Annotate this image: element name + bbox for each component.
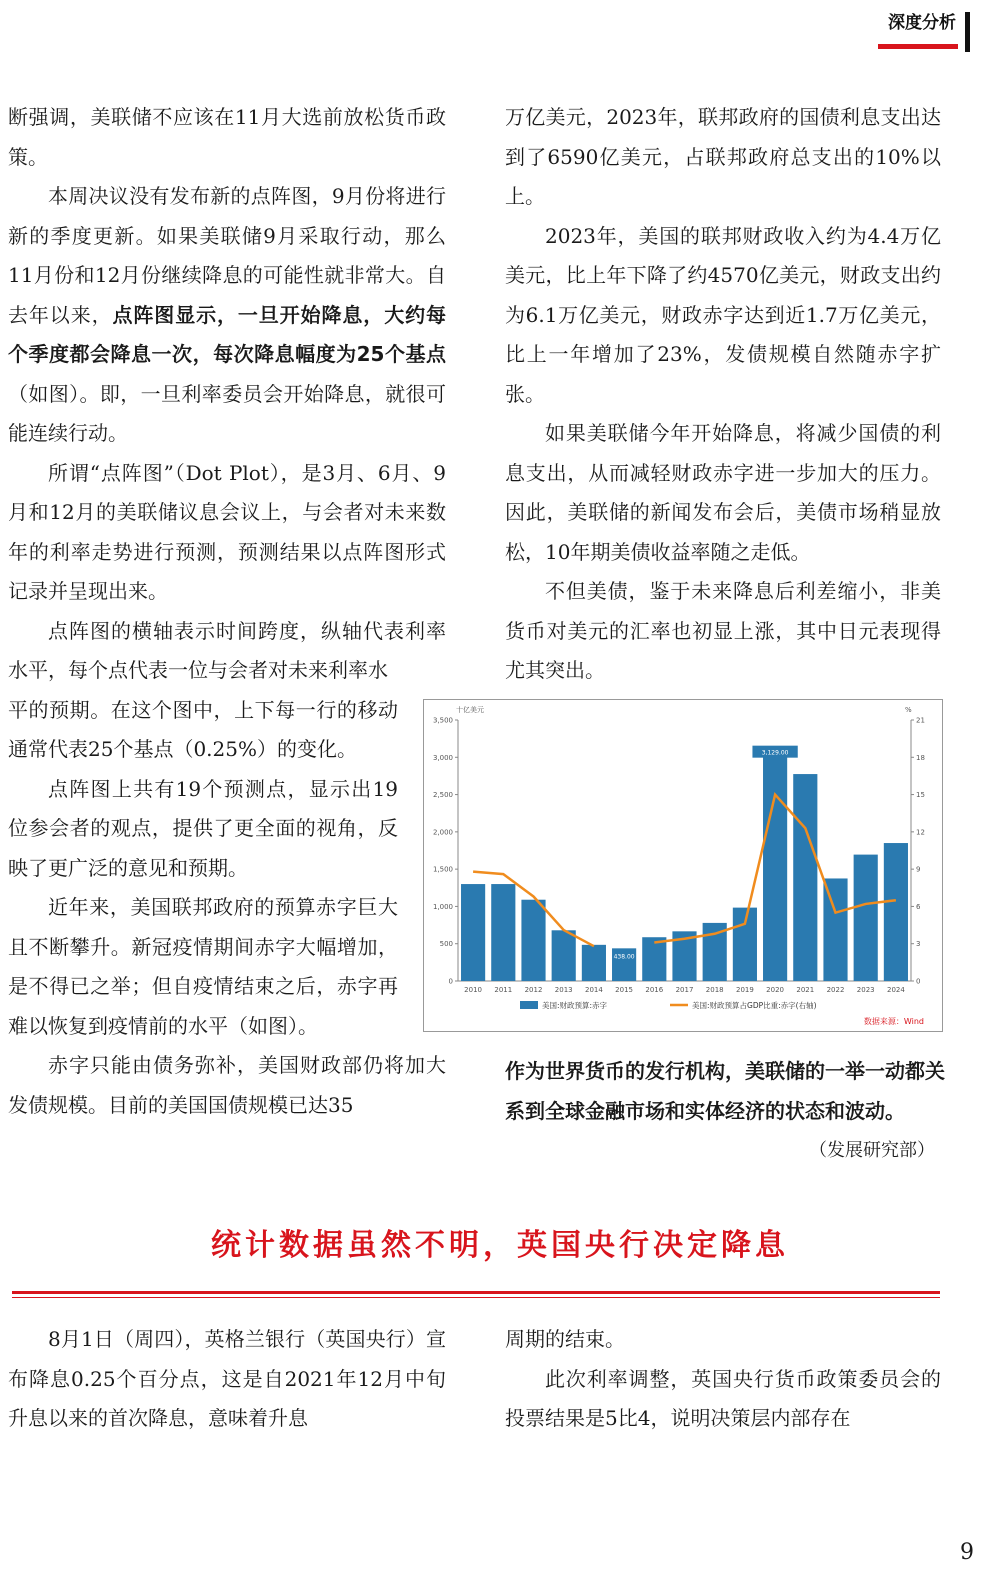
x-tick-label: 2015 [615, 986, 634, 994]
left-column [8, 98, 446, 1125]
left-tick-label: 500 [439, 940, 453, 949]
chart-source: 数据来源：Wind [863, 1017, 924, 1026]
x-tick-label: 2024 [886, 986, 905, 994]
x-tick-label: 2021 [796, 986, 815, 994]
legend-label-line: 美国:财政预算占GDP比重:赤字(右轴) [692, 1001, 817, 1010]
x-tick-label: 2013 [554, 986, 573, 994]
paragraph: 断强调，美联储不应该在11月大选前放松货币政策。 [8, 105, 446, 169]
x-tick-label: 2023 [856, 986, 875, 994]
section-label: 深度分析 [888, 13, 956, 33]
paragraph: 2023年，美国的联邦财政收入约为4.4万亿美元，比上年下降了约4570亿美元，财政支出约为6.1万亿美元，财政赤字达到近1.7万亿美元，比上一年增加了23%，发债规模自然随赤字扩张。 [505, 223, 941, 406]
closing-text: 作为世界货币的发行机构，美联储的一举一动都关系到全球金融市场和实体经济的状态和波动。 [505, 1059, 945, 1123]
right-tick-label: 12 [916, 828, 925, 837]
right-tick-label: 0 [916, 977, 921, 986]
paragraph: 赤字只能由债务弥补，美国财政部仍将加大发债规模。目前的美国国债规模已达35 [8, 1053, 446, 1117]
paragraph: 此次利率调整，英国央行货币政策委员会的投票结果是5比4，说明决策层内部存在 [505, 1366, 941, 1430]
section-title: 统计数据虽然不明，英国央行决定降息 [211, 1228, 789, 1263]
chart-svg [424, 700, 942, 1031]
paragraph: 如果美联储今年开始降息，将减少国债的利息支出，从而减轻财政赤字进一步加大的压力。因此，美联储的新闻发布会后，美债市场稍显放松，10年期美债收益率随之走低。 [505, 421, 941, 564]
text-run: 本周决议没有发布新的点阵图，9月份将进行新的季度更新。如果美联储9月采取行动，那么11月份和12月份继续降息的可能性就非常大。自去年以来， [8, 184, 446, 327]
left-tick-label: 3,500 [432, 716, 453, 725]
x-tick-label: 2011 [494, 986, 513, 994]
bar-2024 [884, 843, 908, 981]
x-tick-label: 2022 [826, 986, 845, 994]
bar-2011 [491, 884, 515, 981]
paragraph-continuation: 平的预期。在这个图中，上下每一行的移动通常代表25个基点（0.25%）的变化。 [8, 697, 398, 761]
legend-label-bar: 美国:财政预算:赤字 [542, 1001, 608, 1010]
bar-2012 [521, 900, 545, 981]
x-tick-label: 2010 [464, 986, 483, 994]
header-red-underline [878, 44, 958, 49]
department-credit: （发展研究部） [809, 1140, 935, 1161]
bar-2020 [763, 748, 787, 981]
right-tick-label: 15 [916, 791, 925, 800]
bar-2010 [461, 884, 485, 981]
bar-2022 [823, 878, 847, 981]
bar-2013 [552, 930, 576, 981]
paragraph [8, 177, 446, 454]
x-tick-label: 2018 [705, 986, 724, 994]
closing-paragraph [505, 1052, 945, 1171]
bar-2014 [582, 945, 606, 981]
bar-2016 [642, 937, 666, 981]
paragraph: 万亿美元，2023年，联邦政府的国债利息支出达到了6590亿美元，占联邦政府总支出的10%以上。 [505, 105, 941, 208]
x-tick-label: 2012 [524, 986, 543, 994]
x-tick-label: 2017 [675, 986, 694, 994]
right-tick-label: 18 [916, 753, 925, 762]
right-tick-label: 9 [916, 865, 921, 874]
left-axis-unit: 十亿美元 [456, 706, 484, 714]
section2-left-column [8, 1320, 446, 1439]
paragraph: 周期的结束。 [505, 1327, 625, 1351]
text-run: 点阵图的横轴表示时间跨度，纵轴代表利率水平，每个点代表一位与会者对未来利率水 [8, 618, 446, 682]
section-rule-thin [12, 1297, 940, 1298]
left-tick-label: 1,500 [432, 865, 453, 874]
left-tick-label: 2,500 [432, 791, 453, 800]
bar-2023 [854, 855, 878, 981]
left-tick-label: 0 [448, 977, 453, 986]
paragraph: 近年来，美国联邦政府的预算赤字巨大且不断攀升。新冠疫情期间赤字大幅增加，是不得已之举；但自疫情结束之后，赤字再难以恢复到疫情前的水平（如图）。 [8, 895, 398, 1038]
right-tick-label: 21 [916, 716, 925, 725]
paragraph: 8月1日（周四），英格兰银行（英国央行）宣布降息0.25个百分点，这是自2021年12月中旬升息以来的首次降息，意味着升息 [8, 1327, 446, 1430]
bar-2021 [793, 774, 817, 981]
bold-text: 点阵图显示，一旦开始降息，大约每个季度都会降息一次，每次降息幅度为25个基点 [8, 302, 446, 366]
header-bar [965, 12, 970, 52]
right-tick-label: 3 [916, 940, 921, 949]
paragraph: 不但美债，鉴于未来降息后利差缩小，非美货币对美元的汇率也初显上涨，其中日元表现得尤其突出。 [505, 579, 941, 682]
x-tick-label: 2016 [645, 986, 664, 994]
text-run: （如图）。即，一旦利率委员会开始降息，就很可能连续行动。 [8, 381, 446, 445]
paragraph: 所谓“点阵图”（Dot Plot），是3月、6月、9月和12月的美联储议息会议上，与会者对未来数年的利率走势进行预测，预测结果以点阵图形式记录并呈现出来。 [8, 460, 446, 603]
x-tick-label: 2019 [735, 986, 754, 994]
x-tick-label: 2020 [766, 986, 785, 994]
left-tick-label: 2,000 [432, 828, 453, 837]
page-number: 9 [960, 1540, 974, 1565]
deficit-chart [423, 699, 943, 1032]
legend-swatch-bar [520, 1001, 538, 1009]
section-rule [12, 1291, 940, 1294]
left-tick-label: 1,000 [432, 902, 453, 911]
x-tick-label: 2014 [584, 986, 603, 994]
right-column [505, 98, 941, 691]
section2-right-column [505, 1320, 941, 1439]
right-axis-unit: % [905, 706, 912, 714]
left-tick-label: 3,000 [432, 753, 453, 762]
paragraph [8, 612, 446, 691]
data-label: 3,129.00 [761, 749, 789, 757]
data-label: 438.00 [613, 953, 635, 961]
paragraph: 点阵图上共有19个预测点，显示出19位参会者的观点，提供了更全面的视角，反映了更广泛的意见和预期。 [8, 776, 398, 880]
right-tick-label: 6 [916, 902, 921, 911]
